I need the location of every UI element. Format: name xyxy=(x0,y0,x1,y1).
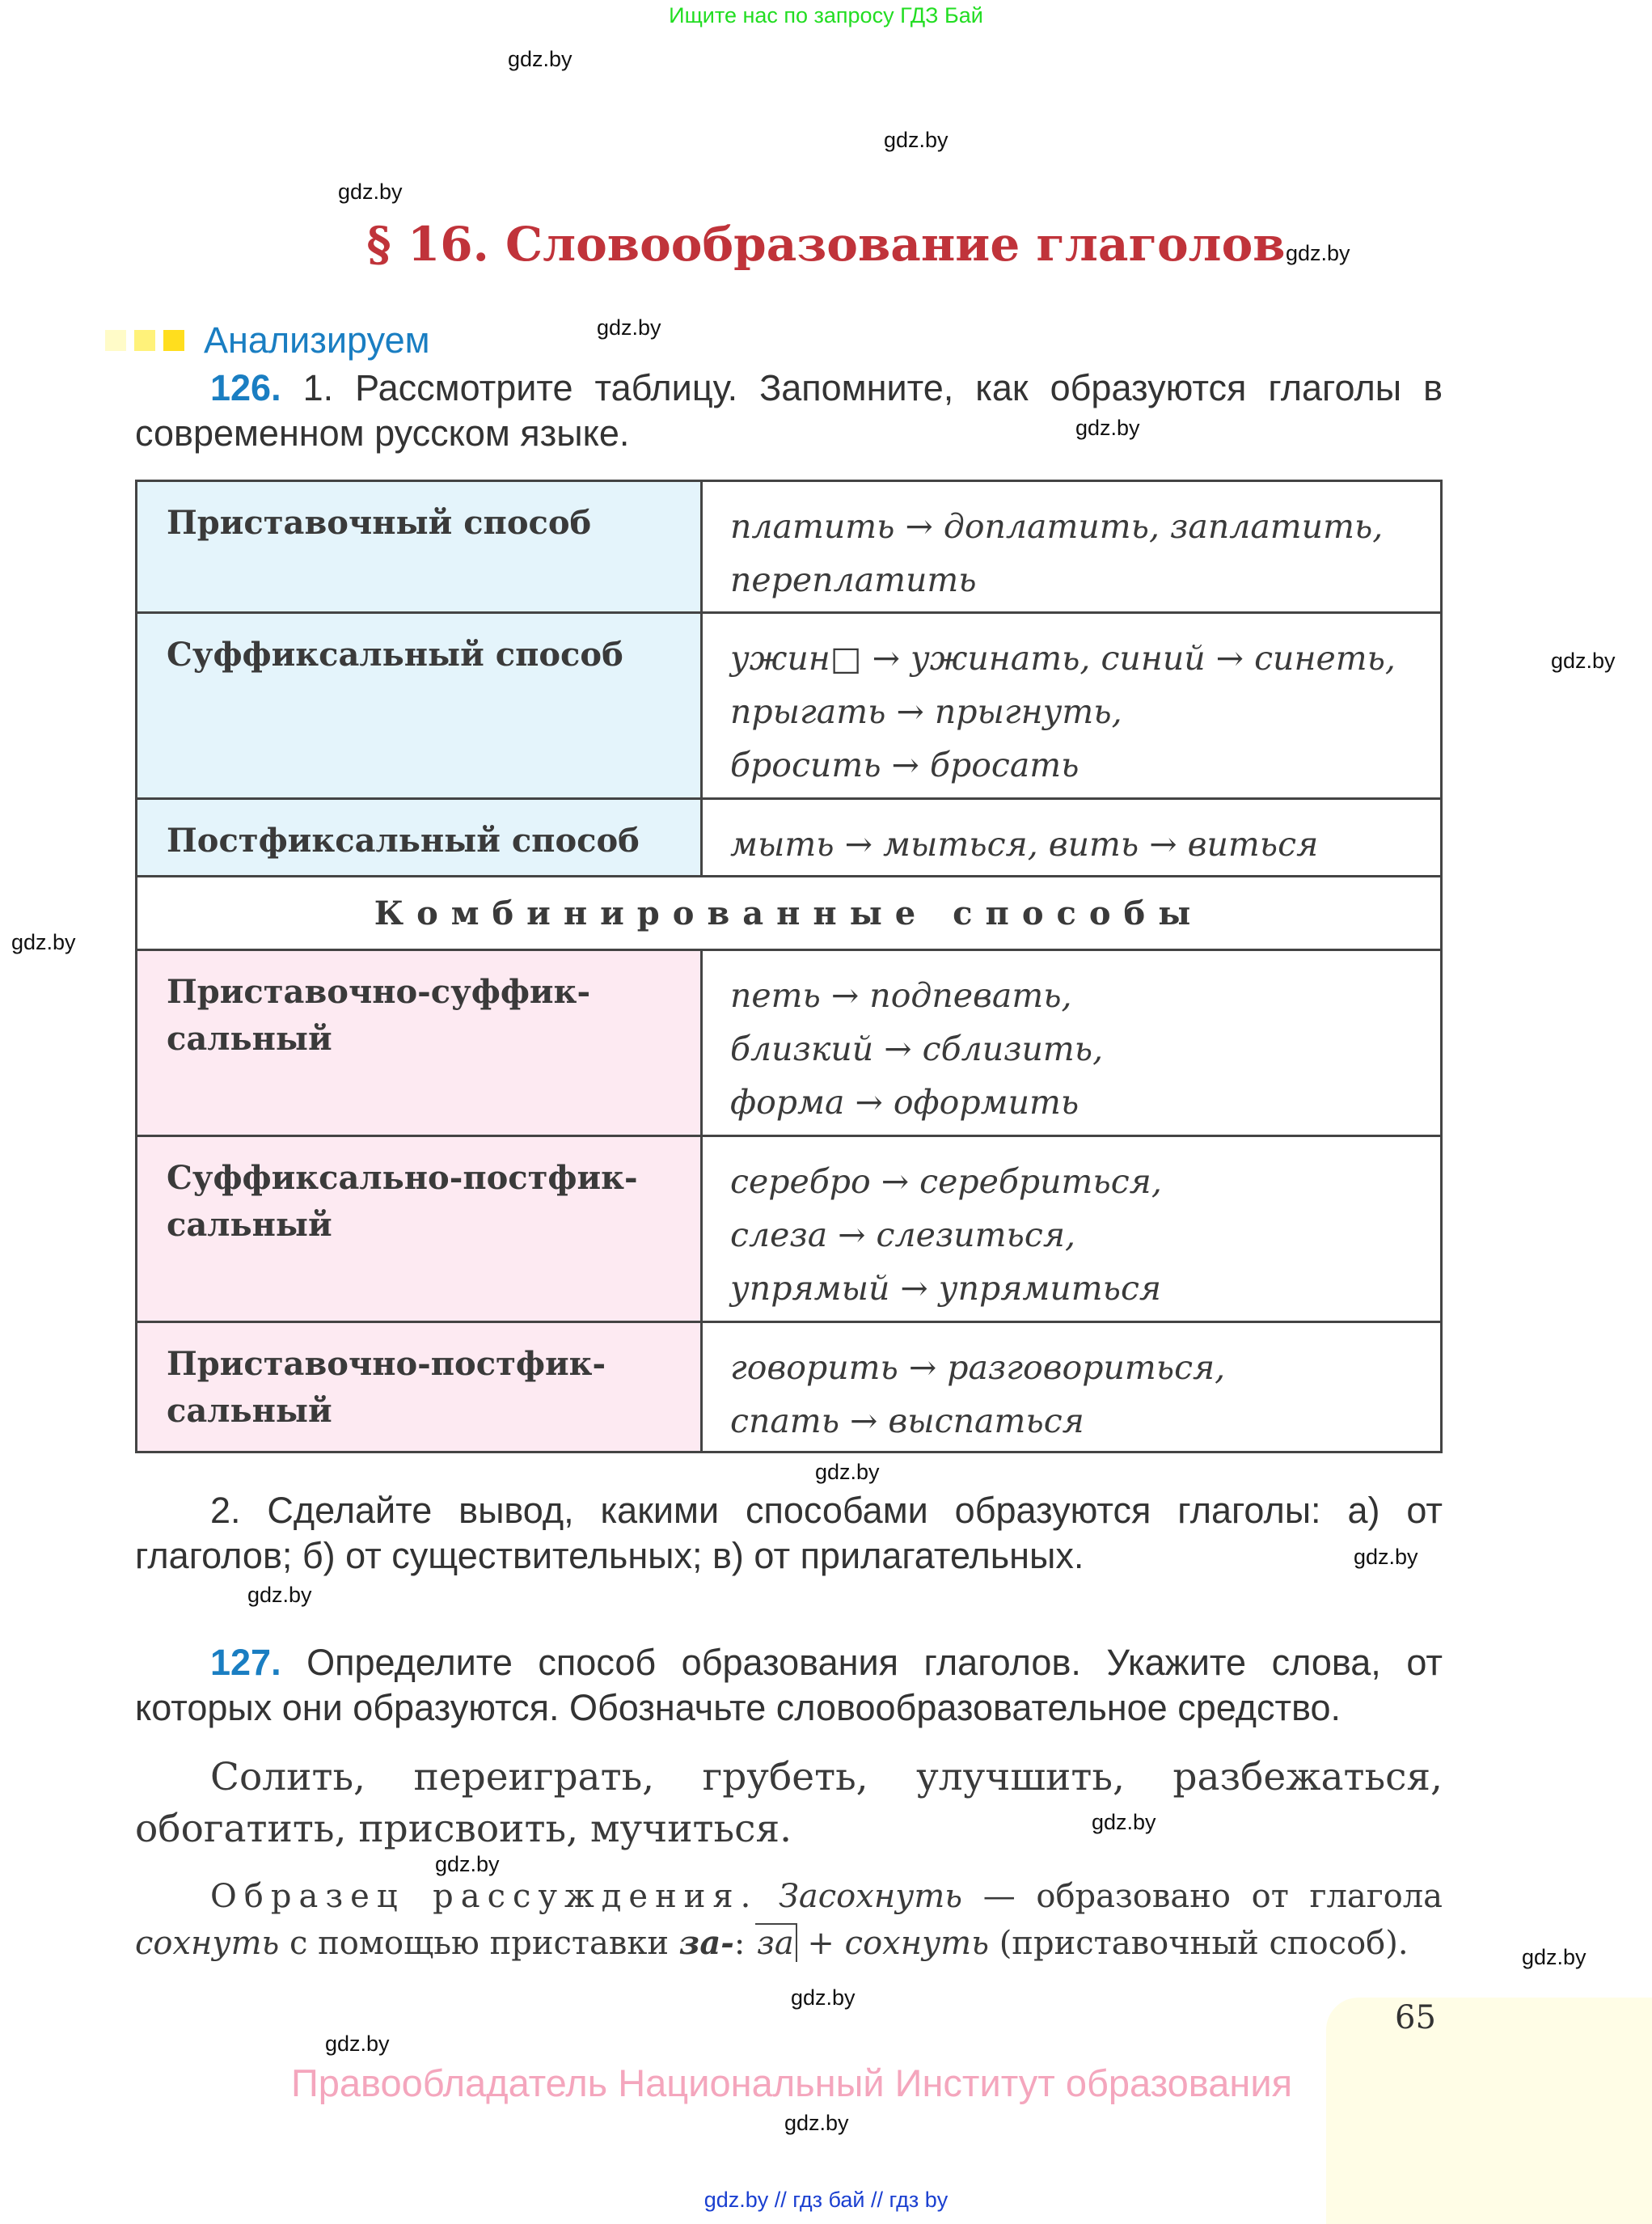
exercise-number: 126. xyxy=(210,367,281,408)
table-row xyxy=(137,1322,1442,1452)
sample-text: + xyxy=(796,1925,845,1962)
section-heading xyxy=(105,319,430,362)
watermark: gdz.by xyxy=(435,1852,500,1876)
example-line: бросить → бросать xyxy=(730,746,1080,784)
exercise-127-words: Солить, переиграть, грубеть, улучшить, разбежаться, обогатить, присвоить, мучиться. xyxy=(135,1755,1443,1851)
watermark: gdz.by xyxy=(1075,416,1140,440)
sample-text: (приставочный способ). xyxy=(988,1925,1409,1962)
exercise-126-task-2: 2. Сделайте вывод, какими способами образуются глаголы: а) от глаголов; б) от существительных; в) от прилагательных. xyxy=(135,1490,1443,1576)
table-row xyxy=(137,877,1442,950)
method-label: Приставочно-суффик-сальный xyxy=(137,950,702,1136)
sample-text: : xyxy=(733,1925,756,1962)
exercise-127-task xyxy=(135,1640,1443,1731)
method-examples xyxy=(702,613,1442,799)
table-row xyxy=(137,799,1442,877)
method-label: Суффиксальный способ xyxy=(137,613,702,799)
method-examples xyxy=(702,950,1442,1136)
exercise-number: 127. xyxy=(210,1642,281,1683)
sample-reasoning xyxy=(135,1873,1443,1967)
method-label: Суффиксально-постфик-сальный xyxy=(137,1136,702,1322)
sample-label: Образец рассуждения. xyxy=(210,1878,758,1915)
method-label: Приставочный способ xyxy=(137,481,702,613)
example-line: переплатить xyxy=(730,560,977,599)
combined-methods-header: Комбинированные способы xyxy=(137,877,1442,950)
page-title: § 16. Словообразование глаголов xyxy=(366,217,1286,272)
watermark: gdz.by xyxy=(884,128,949,152)
example-line: форма → оформить xyxy=(730,1083,1080,1122)
prefix-mark: за xyxy=(755,1923,797,1962)
sample-text: с помощью приставки xyxy=(279,1925,679,1962)
method-label: Приставочно-постфик-сальный xyxy=(137,1322,702,1452)
decorative-square-icon xyxy=(105,330,126,351)
watermark: gdz.by xyxy=(1354,1545,1418,1569)
table-row xyxy=(137,613,1442,799)
sample-base: сохнуть xyxy=(135,1925,280,1962)
table-row xyxy=(137,481,1442,613)
method-examples xyxy=(702,799,1442,877)
task-text: 1. Рассмотрите таблицу. Запомните, как образуются глаголы в современном русском языке. xyxy=(135,367,1443,454)
word-formation-table xyxy=(135,480,1443,1453)
table-row xyxy=(137,1136,1442,1322)
example-line: спать → выспаться xyxy=(730,1402,1084,1440)
watermark: gdz.by xyxy=(1551,649,1616,673)
watermark: gdz.by xyxy=(1092,1810,1156,1834)
example-line: близкий → сблизить, xyxy=(730,1030,1104,1068)
copyright-notice: Правообладатель Национальный Институт образования xyxy=(291,2061,1293,2104)
example-line: говорить → разговориться, xyxy=(730,1348,1226,1387)
sample-formula-base: сохнуть xyxy=(844,1925,989,1962)
table-row xyxy=(137,950,1442,1136)
sample-prefix: за- xyxy=(678,1924,734,1962)
exercise-126-task-1 xyxy=(135,366,1443,456)
method-examples xyxy=(702,481,1442,613)
search-hint-banner: Ищите нас по запросу ГДЗ Бай xyxy=(669,3,983,27)
watermark: gdz.by xyxy=(791,1985,856,2010)
example-line: упрямый → упрямиться xyxy=(730,1269,1162,1308)
example-line: слеза → слезиться, xyxy=(730,1216,1075,1254)
method-examples xyxy=(702,1136,1442,1322)
sample-text: — образовано от глагола xyxy=(962,1878,1443,1915)
example-line: петь → подпевать, xyxy=(730,976,1072,1015)
watermark: gdz.by xyxy=(1286,241,1350,265)
watermark: gdz.by xyxy=(338,180,403,204)
example-line: ужин□ → ужинать, синий → синеть, xyxy=(730,639,1396,678)
watermark: gdz.by xyxy=(784,2111,849,2135)
sample-word: Засохнуть xyxy=(779,1878,963,1915)
example-line: платить → доплатить, заплатить, xyxy=(730,507,1384,546)
task-text: Определите способ образования глаголов. Укажите слова, от которых они образуются. Обозначьте словообразовательное средство. xyxy=(135,1642,1443,1728)
example-line: прыгать → прыгнуть, xyxy=(730,692,1122,731)
section-label: Анализируем xyxy=(204,319,430,361)
method-label: Постфиксальный способ xyxy=(137,799,702,877)
footer-links[interactable]: gdz.by // гдз бай // гдз by xyxy=(703,2188,949,2212)
watermark: gdz.by xyxy=(597,315,661,340)
example-line: серебро → серебриться, xyxy=(730,1162,1162,1201)
watermark: gdz.by xyxy=(815,1460,880,1484)
watermark: gdz.by xyxy=(11,930,76,954)
watermark: gdz.by xyxy=(1522,1945,1587,1969)
decorative-square-icon xyxy=(163,330,184,351)
decorative-square-icon xyxy=(134,330,155,351)
watermark: gdz.by xyxy=(247,1583,312,1607)
method-examples xyxy=(702,1322,1442,1452)
watermark: gdz.by xyxy=(508,47,572,71)
watermark: gdz.by xyxy=(325,2032,390,2056)
page-number: 65 xyxy=(1395,1999,1436,2036)
example-line: мыть → мыться, вить → виться xyxy=(730,825,1319,864)
